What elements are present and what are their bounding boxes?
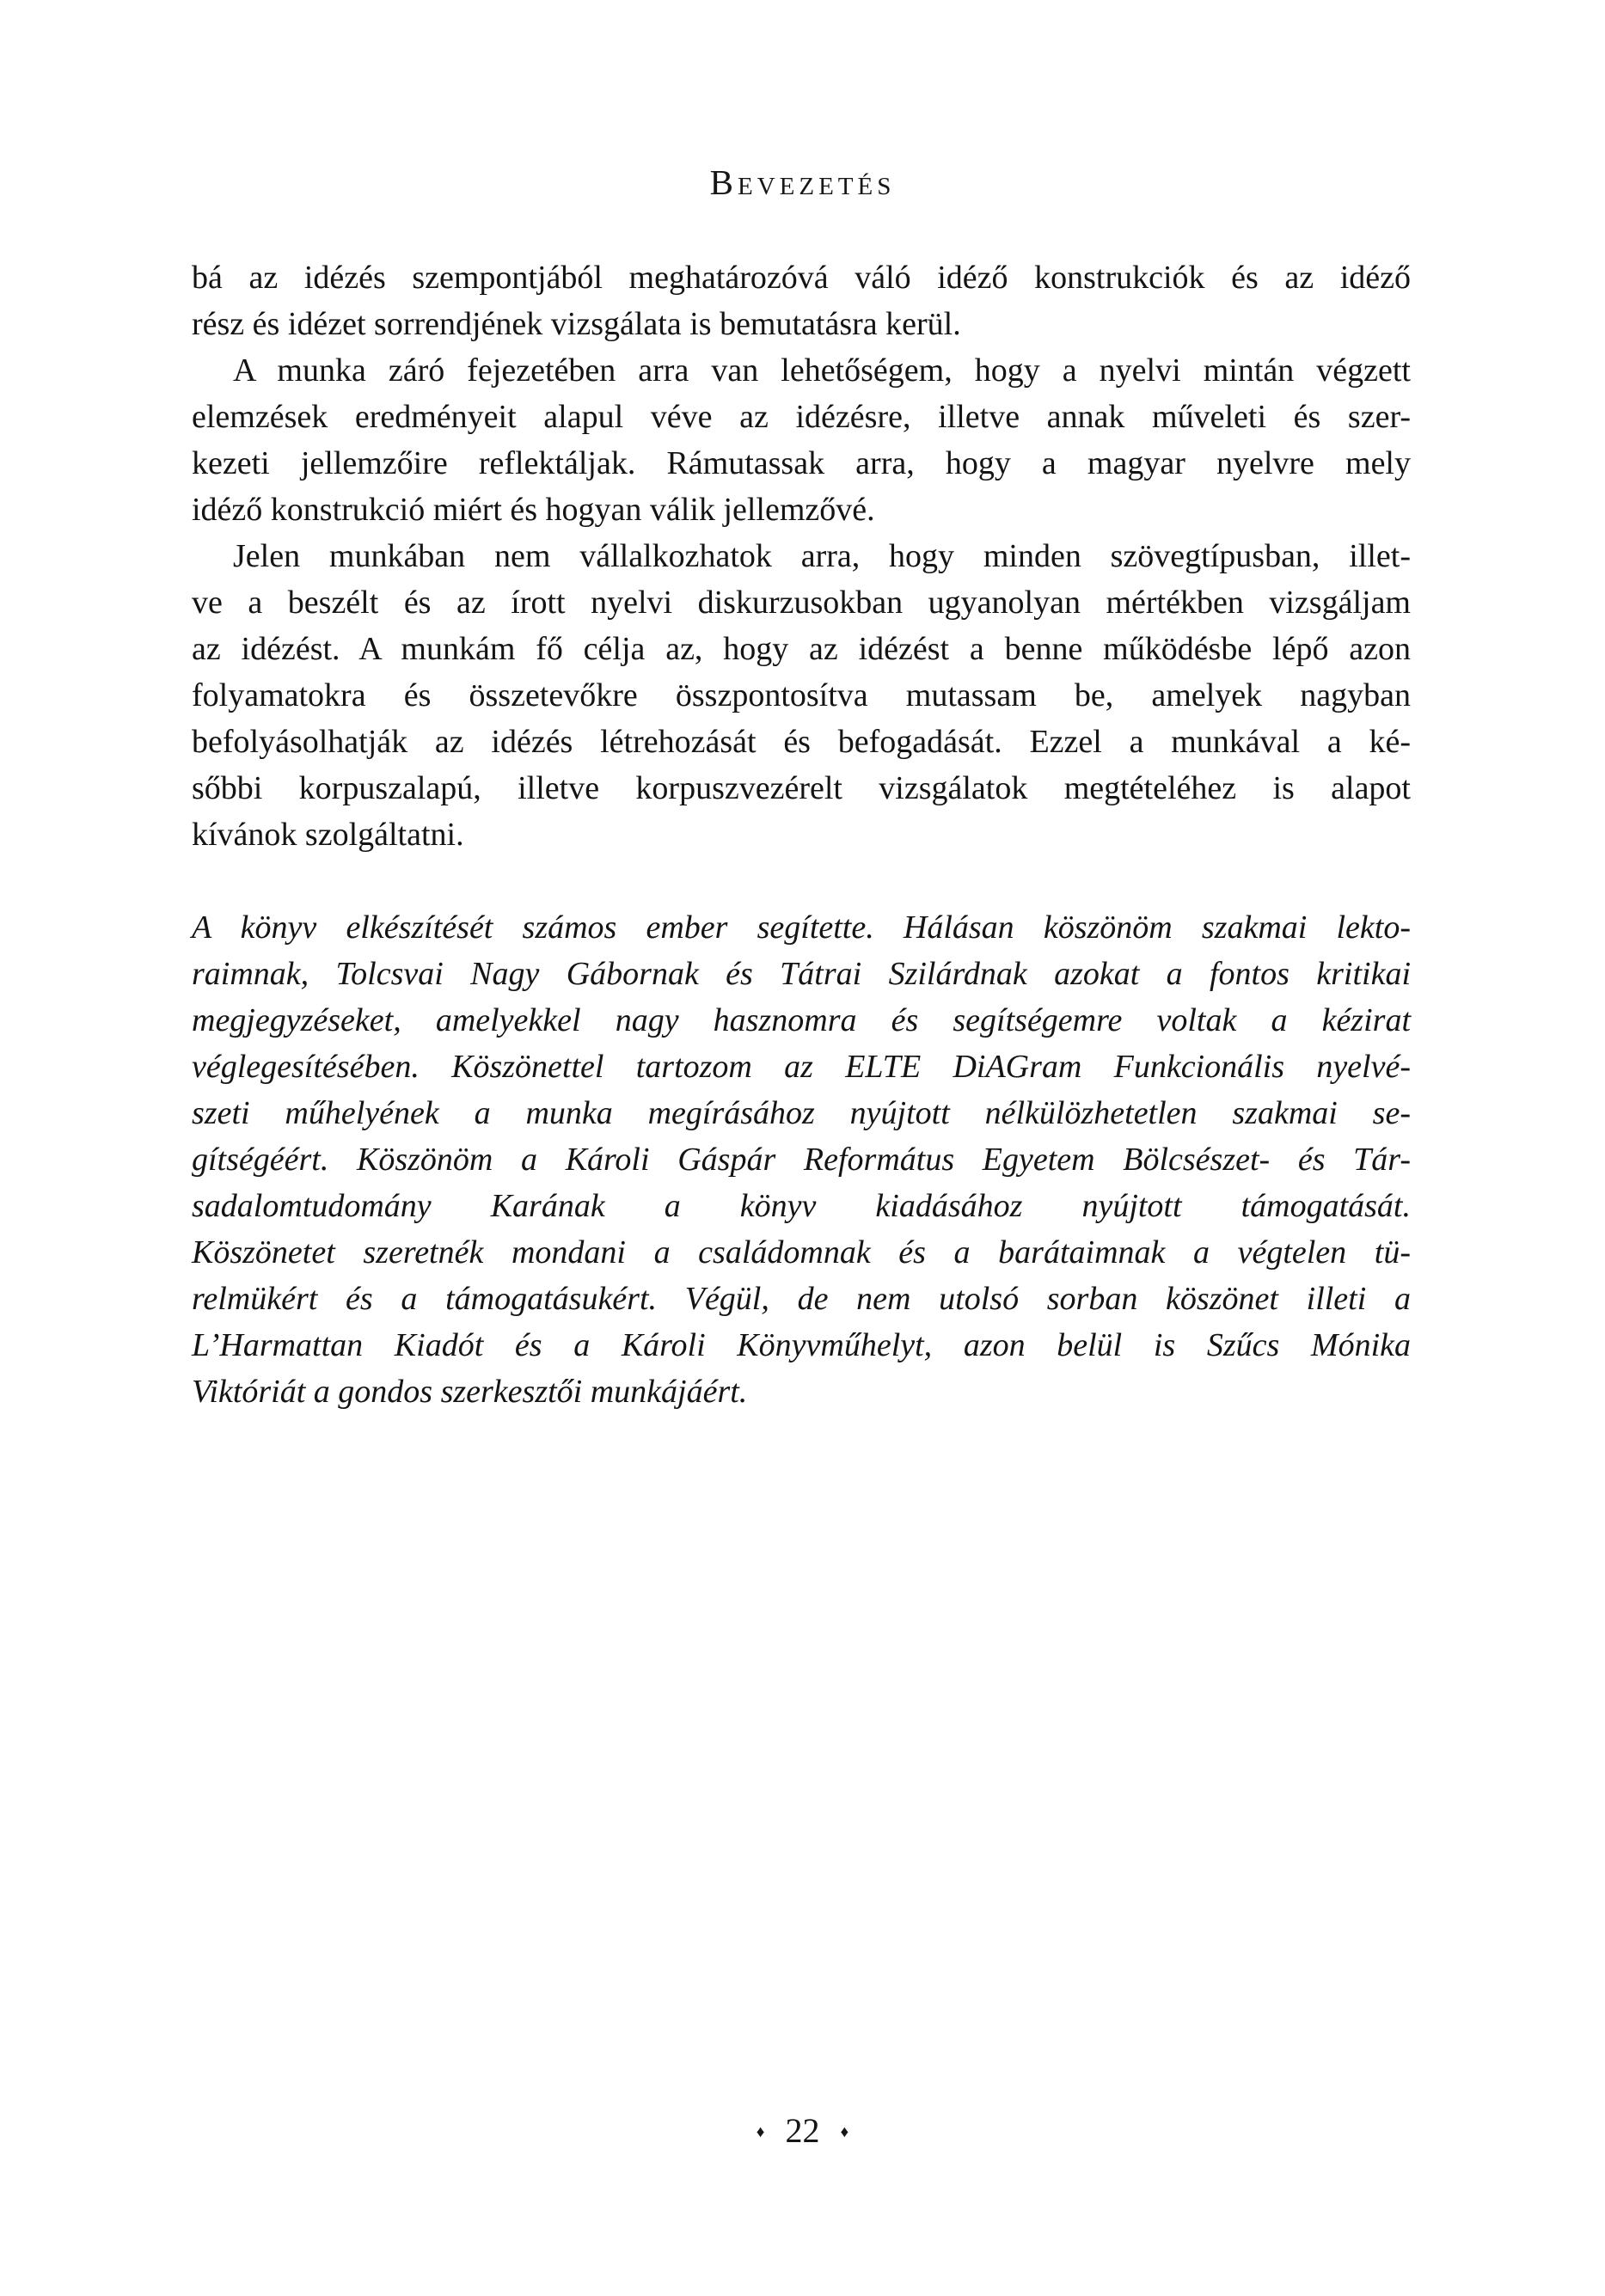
page-number: 22 bbox=[785, 2111, 820, 2150]
text-line: raimnak, Tolcsvai Nagy Gábornak és Tátrai Szilárdnak azokat a fontos kritikai bbox=[192, 956, 1411, 992]
page-footer bbox=[0, 2110, 1605, 2151]
text-line: rész és idézet sorrendjének vizsgálata is bemutatásra kerül. bbox=[192, 306, 961, 342]
text-line: gítségéért. Köszönöm a Károli Gáspár Református Egyetem Bölcsészet- és Tár- bbox=[192, 1142, 1411, 1178]
text-line: relmükért és a támogatásukért. Végül, de nem utolsó sorban köszönet illeti a bbox=[192, 1281, 1411, 1317]
text-line: folyamatokra és összetevőkre összpontosítva mutassam be, amelyek nagyban bbox=[192, 677, 1411, 713]
text-line: bá az idézés szempontjából meghatározóvá váló idéző konstrukciók és az idéző bbox=[192, 260, 1411, 296]
paragraph bbox=[192, 254, 1411, 347]
text-line: Jelen munkában nem vállalkozhatok arra, hogy minden szövegtípusban, illet- bbox=[233, 538, 1411, 574]
running-header: Bevezetés bbox=[709, 162, 896, 202]
text-line: idéző konstrukció miért és hogyan válik jellemzővé. bbox=[192, 492, 875, 528]
text-line: kívánok szolgáltatni. bbox=[192, 817, 464, 853]
text-line: sőbbi korpuszalapú, illetve korpuszvezérelt vizsgálatok megtételéhez is alapot bbox=[192, 770, 1411, 806]
text-line: kezeti jellemzőire reflektáljak. Rámutassak arra, hogy a magyar nyelvre mely bbox=[192, 445, 1411, 481]
footer-ornament-right-icon: ♦ bbox=[840, 2123, 849, 2141]
text-line: megjegyzéseket, amelyekkel nagy hasznomra és segítségemre voltak a kézirat bbox=[192, 1002, 1411, 1038]
text-line: szeti műhelyének a munka megírásához nyújtott nélkülözhetetlen szakmai se- bbox=[192, 1095, 1411, 1131]
text-line: A munka záró fejezetében arra van lehetőségem, hogy a nyelvi mintán végzett bbox=[233, 352, 1411, 389]
paragraph bbox=[192, 347, 1411, 533]
text-line: Köszönetet szeretnék mondani a családomnak és a barátaimnak a végtelen tü- bbox=[192, 1234, 1411, 1270]
footer-ornament-left-icon: ♦ bbox=[756, 2123, 765, 2141]
text-line: A könyv elkészítését számos ember segítette. Hálásan köszönöm szakmai lekto- bbox=[192, 909, 1411, 946]
text-line: az idézést. A munkám fő célja az, hogy az idézést a benne működésbe lépő azon bbox=[192, 631, 1411, 667]
text-block bbox=[192, 254, 1411, 1415]
text-line: ve a beszélt és az írott nyelvi diskurzusokban ugyanolyan mértékben vizsgáljam bbox=[192, 585, 1411, 621]
text-line: sadalomtudomány Karának a könyv kiadásához nyújtott támogatását. bbox=[192, 1188, 1411, 1224]
text-line: befolyásolhatják az idézés létrehozását és befogadását. Ezzel a munkával a ké- bbox=[192, 724, 1411, 760]
text-line: véglegesítésében. Köszönettel tartozom az ELTE DiAGram Funkcionális nyelvé- bbox=[192, 1049, 1411, 1085]
text-line: Viktóriát a gondos szerkesztői munkájáért. bbox=[192, 1374, 748, 1410]
paragraph bbox=[192, 533, 1411, 858]
paragraph bbox=[192, 904, 1411, 1415]
text-line: elemzések eredményeit alapul véve az idézésre, illetve annak műveleti és szer- bbox=[192, 399, 1411, 435]
text-line: L’Harmattan Kiadót és a Károli Könyvműhelyt, azon belül is Szűcs Mónika bbox=[192, 1327, 1411, 1363]
